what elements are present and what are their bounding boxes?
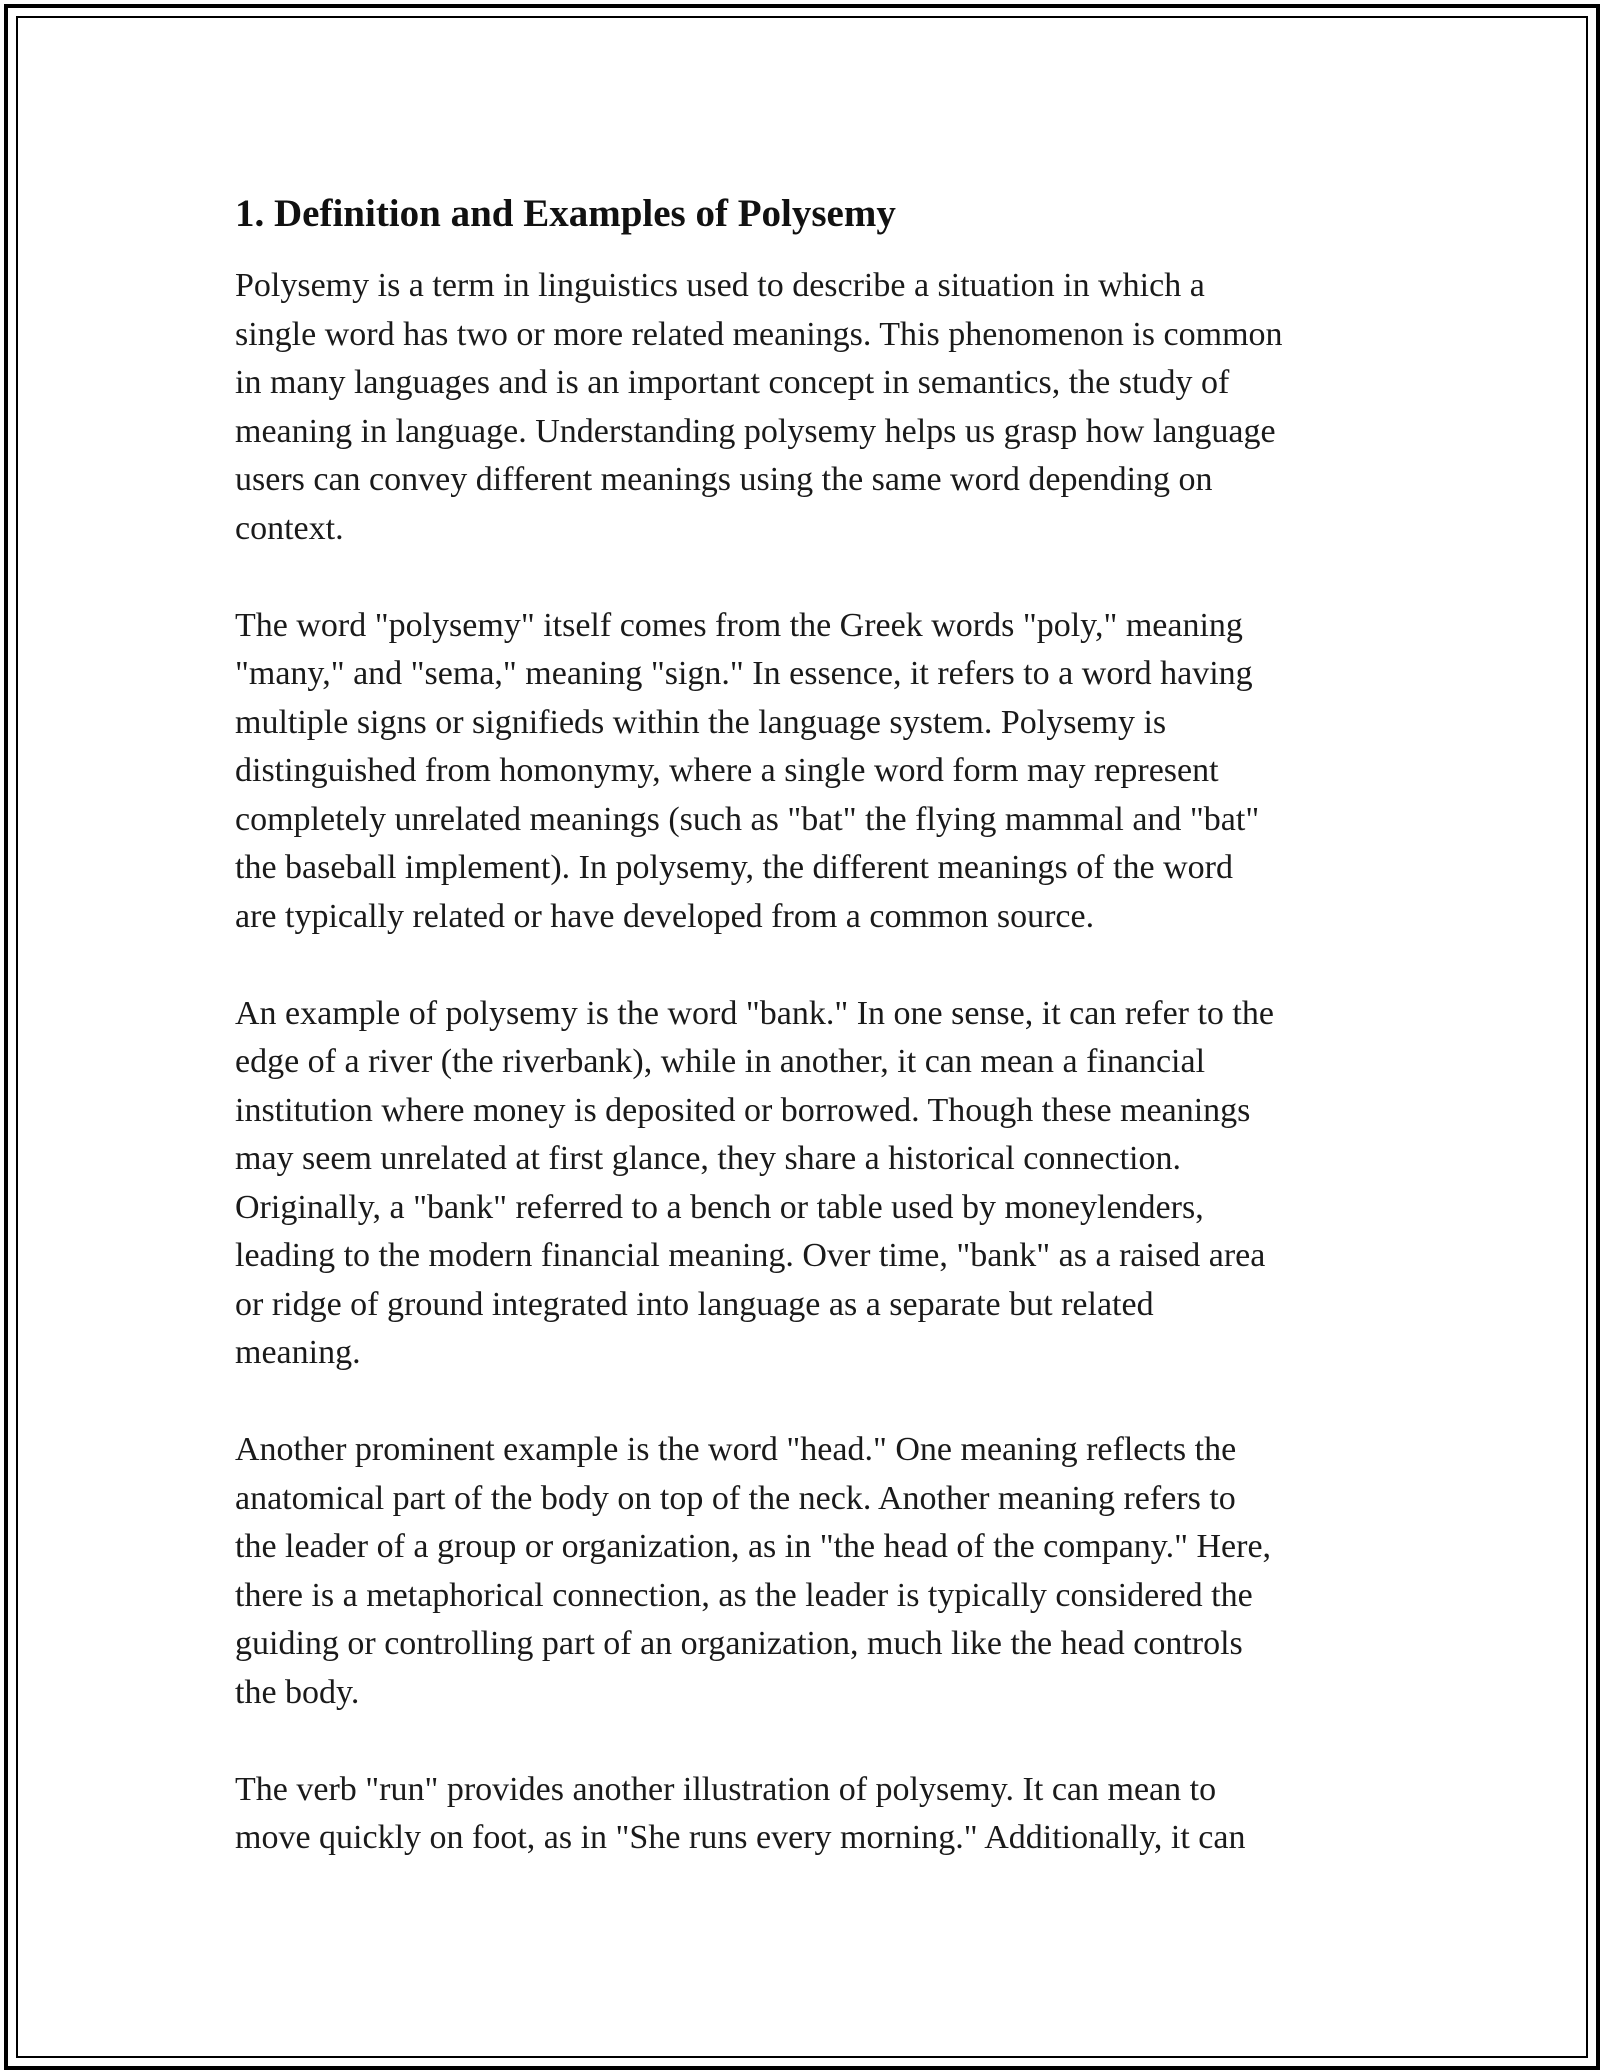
text-line: meaning in language. Understanding polysemy helps us grasp how language — [235, 412, 1276, 450]
text-line: The word "polysemy" itself comes from the Greek words "poly," meaning — [235, 606, 1243, 644]
text-line: context. — [235, 509, 344, 547]
text-line: in many languages and is an important concept in semantics, the study of — [235, 364, 1230, 401]
text-line: completely unrelated meanings (such as "bat" the flying mammal and "bat" — [235, 800, 1260, 838]
document-body — [235, 186, 1375, 1911]
text-line: the body. — [235, 1673, 360, 1711]
text-line: anatomical part of the body on top of the neck. Another meaning refers to — [235, 1479, 1236, 1517]
text-line: multiple signs or signifieds within the language system. Polysemy is — [235, 703, 1167, 741]
section-heading: 1. Definition and Examples of Polysemy — [235, 192, 896, 235]
text-line: leading to the modern financial meaning. Over time, "bank" as a raised area — [235, 1237, 1266, 1274]
paragraph-definition — [235, 262, 1375, 553]
text-line: there is a metaphorical connection, as the leader is typically considered the — [235, 1576, 1253, 1614]
paragraph-bank-example — [235, 990, 1375, 1378]
text-line: move quickly on foot, as in "She runs every morning." Additionally, it can — [235, 1819, 1246, 1856]
text-line: Polysemy is a term in linguistics used to describe a situation in which a — [235, 267, 1205, 304]
text-line: Another prominent example is the word "head." One meaning reflects the — [235, 1431, 1237, 1468]
paragraph-etymology — [235, 602, 1375, 942]
text-line: institution where money is deposited or borrowed. Though these meanings — [235, 1091, 1251, 1129]
text-line: edge of a river (the riverbank), while in another, it can mean a financial — [235, 1043, 1206, 1080]
text-line: may seem unrelated at first glance, they share a historical connection. — [235, 1140, 1181, 1177]
text-line: are typically related or have developed from a common source. — [235, 897, 1095, 935]
text-line: distinguished from homonymy, where a single word form may represent — [235, 752, 1219, 789]
paragraph-run-example — [235, 1766, 1375, 1863]
text-line: single word has two or more related meanings. This phenomenon is common — [235, 315, 1283, 353]
text-line: the leader of a group or organization, as in "the head of the company." Here, — [235, 1528, 1272, 1565]
text-line: The verb "run" provides another illustration of polysemy. It can mean to — [235, 1770, 1217, 1808]
text-line: users can convey different meanings using the same word depending on — [235, 461, 1213, 498]
text-line: or ridge of ground integrated into language as a separate but related — [235, 1285, 1154, 1323]
text-line: Originally, a "bank" referred to a bench or table used by moneylenders, — [235, 1188, 1204, 1226]
text-line: the baseball implement). In polysemy, the different meanings of the word — [235, 849, 1234, 886]
paragraph-head-example — [235, 1426, 1375, 1717]
text-line: An example of polysemy is the word "bank." In one sense, it can refer to the — [235, 994, 1274, 1032]
text-line: meaning. — [235, 1334, 361, 1371]
text-line: guiding or controlling part of an organization, much like the head controls — [235, 1625, 1243, 1662]
text-line: "many," and "sema," meaning "sign." In essence, it refers to a word having — [235, 655, 1253, 692]
